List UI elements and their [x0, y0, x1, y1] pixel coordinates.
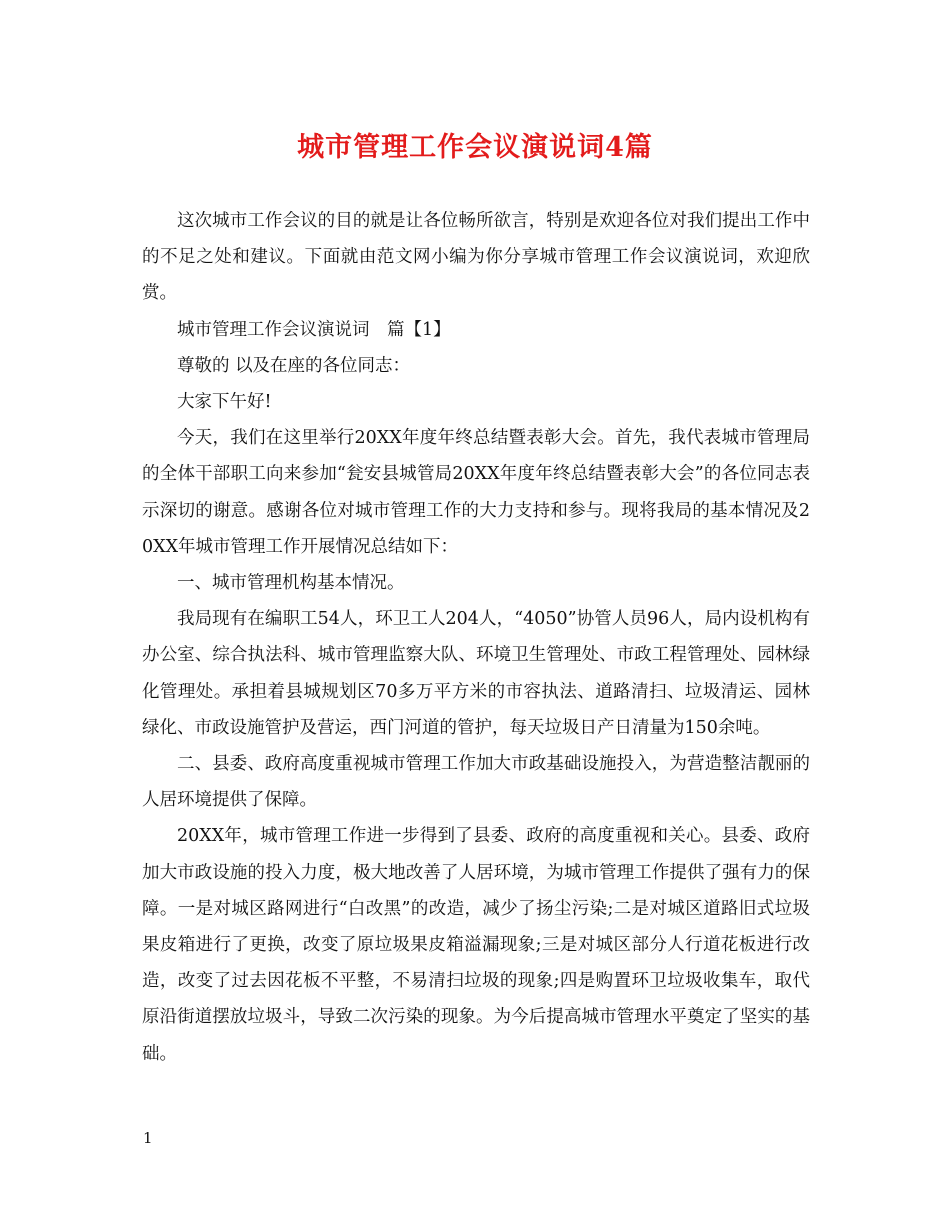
section-heading-two: 二、县委、政府高度重视城市管理工作加大市政基础设施投入，为营造整洁靓丽的人居环境提供了保障。 — [142, 754, 810, 811]
document-body — [142, 203, 810, 1072]
intro-paragraph: 这次城市工作会议的目的就是让各位畅所欲言，特别是欢迎各位对我们提出工作中的不足之处和建议。下面就由范文网小编为你分享城市管理工作会议演说词，欢迎欣赏。 — [142, 211, 810, 304]
staff-paragraph: 我局现有在编职工54人，环卫工人204人，“4050”协管人员96人，局内设机构有办公室、综合执法科、城市管理监察大队、环境卫生管理处、市政工程管理处、园林绿化管理处。承担着县城规划区70多万平方米的市容执法、道路清扫、垃圾清运、园林绿化、市政设施管护及营运，西门河道的管护，每天垃圾日产日清量为150余吨。 — [142, 609, 810, 738]
section-heading-one: 一、城市管理机构基本情况。 — [177, 573, 405, 594]
salutation: 尊敬的 以及在座的各位同志： — [177, 355, 411, 376]
page-number: 1 — [143, 1129, 153, 1147]
document-title: 城市管理工作会议演说词4篇 — [297, 132, 653, 163]
greeting: 大家下午好! — [177, 392, 272, 413]
section-heading: 城市管理工作会议演说词 篇【1】 — [177, 319, 451, 340]
opening-paragraph: 今天，我们在这里举行20XX年度年终总结暨表彰大会。首先，我代表城市管理局的全体干部职工向来参加“瓮安县城管局20XX年度年终总结暨表彰大会”的各位同志表示深切的谢意。感谢各位对城市管理工作的大力支持和参与。现将我局的基本情况及20XX年城市管理工作开展情况总结如下： — [142, 428, 810, 557]
investment-paragraph: 20XX年，城市管理工作进一步得到了县委、政府的高度重视和关心。县委、政府加大市政设施的投入力度，极大地改善了人居环境，为城市管理工作提供了强有力的保障。一是对城区路网进行“白改黑”的改造，减少了扬尘污染;二是对城区道路旧式垃圾果皮箱进行了更换，改变了原垃圾果皮箱溢漏现象;三是对城区部分人行道花板进行改造，改变了过去因花板不平整，不易清扫垃圾的现象;四是购置环卫垃圾收集车，取代原沿街道摆放垃圾斗，导致二次污染的现象。为今后提高城市管理水平奠定了坚实的基础。 — [142, 826, 810, 1064]
